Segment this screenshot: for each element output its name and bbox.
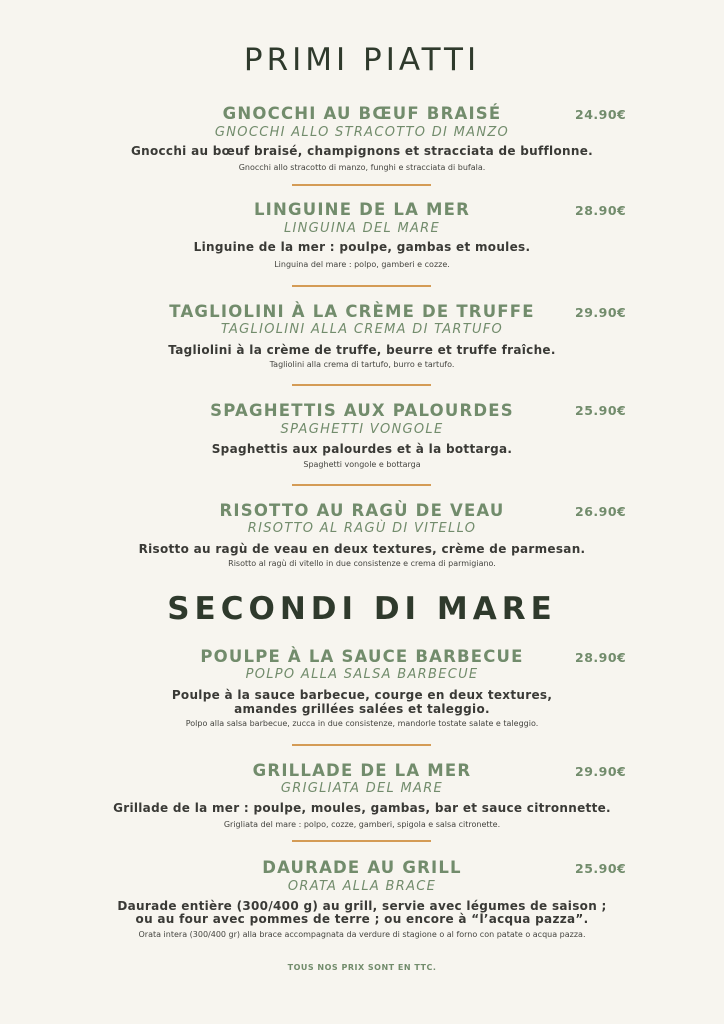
- dish-price: 29.90€: [575, 764, 627, 779]
- dish-description-it: Risotto al ragù di vitello in due consistenze e crema di parmigiano.: [228, 559, 496, 568]
- dish-name-fr: DAURADE AU GRILL: [262, 858, 462, 877]
- dish-description-fr: amandes grillées salées et taleggio.: [234, 702, 490, 716]
- dish-name-it: SPAGHETTI VONGOLE: [280, 422, 444, 437]
- dish-name-fr: GRILLADE DE LA MER: [252, 761, 472, 780]
- dish-description-fr: Daurade entière (300/400 g) au grill, servie avec légumes de saison ;: [117, 899, 607, 913]
- dish-price: 28.90€: [575, 650, 627, 665]
- dish-description-fr: Grillade de la mer : poulpe, moules, gambas, bar et sauce citronnette.: [113, 801, 611, 815]
- dish-description-fr: Linguine de la mer : poulpe, gambas et moules.: [193, 240, 531, 254]
- dish-description-it: Orata intera (300/400 gr) alla brace accompagnata da verdure di stagione o al forno con patate o acqua pazza.: [138, 930, 586, 939]
- dish-description-fr: Spaghettis aux palourdes et à la bottarga.: [211, 442, 513, 456]
- dish-description-fr: Risotto au ragù de veau en deux textures, crème de parmesan.: [138, 542, 586, 556]
- dish-price: 28.90€: [575, 203, 627, 218]
- dish-description-fr: Tagliolini à la crème de truffe, beurre et truffe fraîche.: [168, 343, 556, 357]
- dish-price: 26.90€: [575, 504, 627, 519]
- dish-name-fr: POULPE À LA SAUCE BARBECUE: [200, 647, 524, 666]
- divider: [292, 744, 431, 746]
- dish-name-fr: LINGUINE DE LA MER: [253, 200, 471, 219]
- dish-description-it: Gnocchi allo stracotto di manzo, funghi e stracciata di bufala.: [238, 163, 486, 172]
- dish-description-fr: ou au four avec pommes de terre ; ou encore à “l’acqua pazza”.: [135, 912, 589, 926]
- dish-name-it: POLPO ALLA SALSA BARBECUE: [245, 667, 479, 682]
- footer-price-note: TOUS NOS PRIX SONT EN TTC.: [287, 963, 437, 972]
- dish-price: 25.90€: [575, 861, 627, 876]
- dish-name-fr: TAGLIOLINI À LA CRÈME DE TRUFFE: [169, 302, 535, 321]
- dish-name-it: ORATA ALLA BRACE: [287, 879, 437, 894]
- dish-name-fr: SPAGHETTIS AUX PALOURDES: [210, 401, 514, 420]
- dish-name-it: GNOCCHI ALLO STRACOTTO DI MANZO: [214, 125, 510, 140]
- divider: [292, 484, 431, 486]
- dish-name-fr: GNOCCHI AU BŒUF BRAISÉ: [222, 104, 502, 123]
- divider: [292, 285, 431, 287]
- divider: [292, 384, 431, 386]
- dish-name-it: TAGLIOLINI ALLA CREMA DI TARTUFO: [220, 322, 504, 337]
- dish-name-it: RISOTTO AL RAGÙ DI VITELLO: [247, 521, 477, 536]
- dish-description-it: Spaghetti vongole e bottarga: [303, 460, 421, 469]
- divider: [292, 840, 431, 842]
- dish-price: 25.90€: [575, 403, 627, 418]
- dish-description-it: Polpo alla salsa barbecue, zucca in due consistenze, mandorle tostate salate e taleggio.: [185, 719, 539, 728]
- dish-name-it: GRIGLIATA DEL MARE: [280, 781, 444, 796]
- dish-price: 24.90€: [575, 107, 627, 122]
- section-title-secondi-di-mare: SECONDI DI MARE: [167, 591, 557, 627]
- dish-description-fr: Poulpe à la sauce barbecue, courge en deux textures,: [171, 688, 553, 702]
- dish-name-fr: RISOTTO AU RAGÙ DE VEAU: [219, 501, 505, 520]
- dish-price: 29.90€: [575, 305, 627, 320]
- section-title-primi-piatti: PRIMI PIATTI: [243, 42, 481, 78]
- dish-name-it: LINGUINA DEL MARE: [283, 221, 441, 236]
- dish-description-it: Grigliata del mare : polpo, cozze, gamberi, spigola e salsa citronette.: [223, 820, 501, 829]
- dish-description-fr: Gnocchi au bœuf braisé, champignons et stracciata de bufflonne.: [130, 144, 594, 158]
- dish-description-it: Tagliolini alla crema di tartufo, burro e tartufo.: [269, 360, 455, 369]
- dish-description-it: Linguina del mare : polpo, gamberi e cozze.: [274, 260, 450, 269]
- divider: [292, 184, 431, 186]
